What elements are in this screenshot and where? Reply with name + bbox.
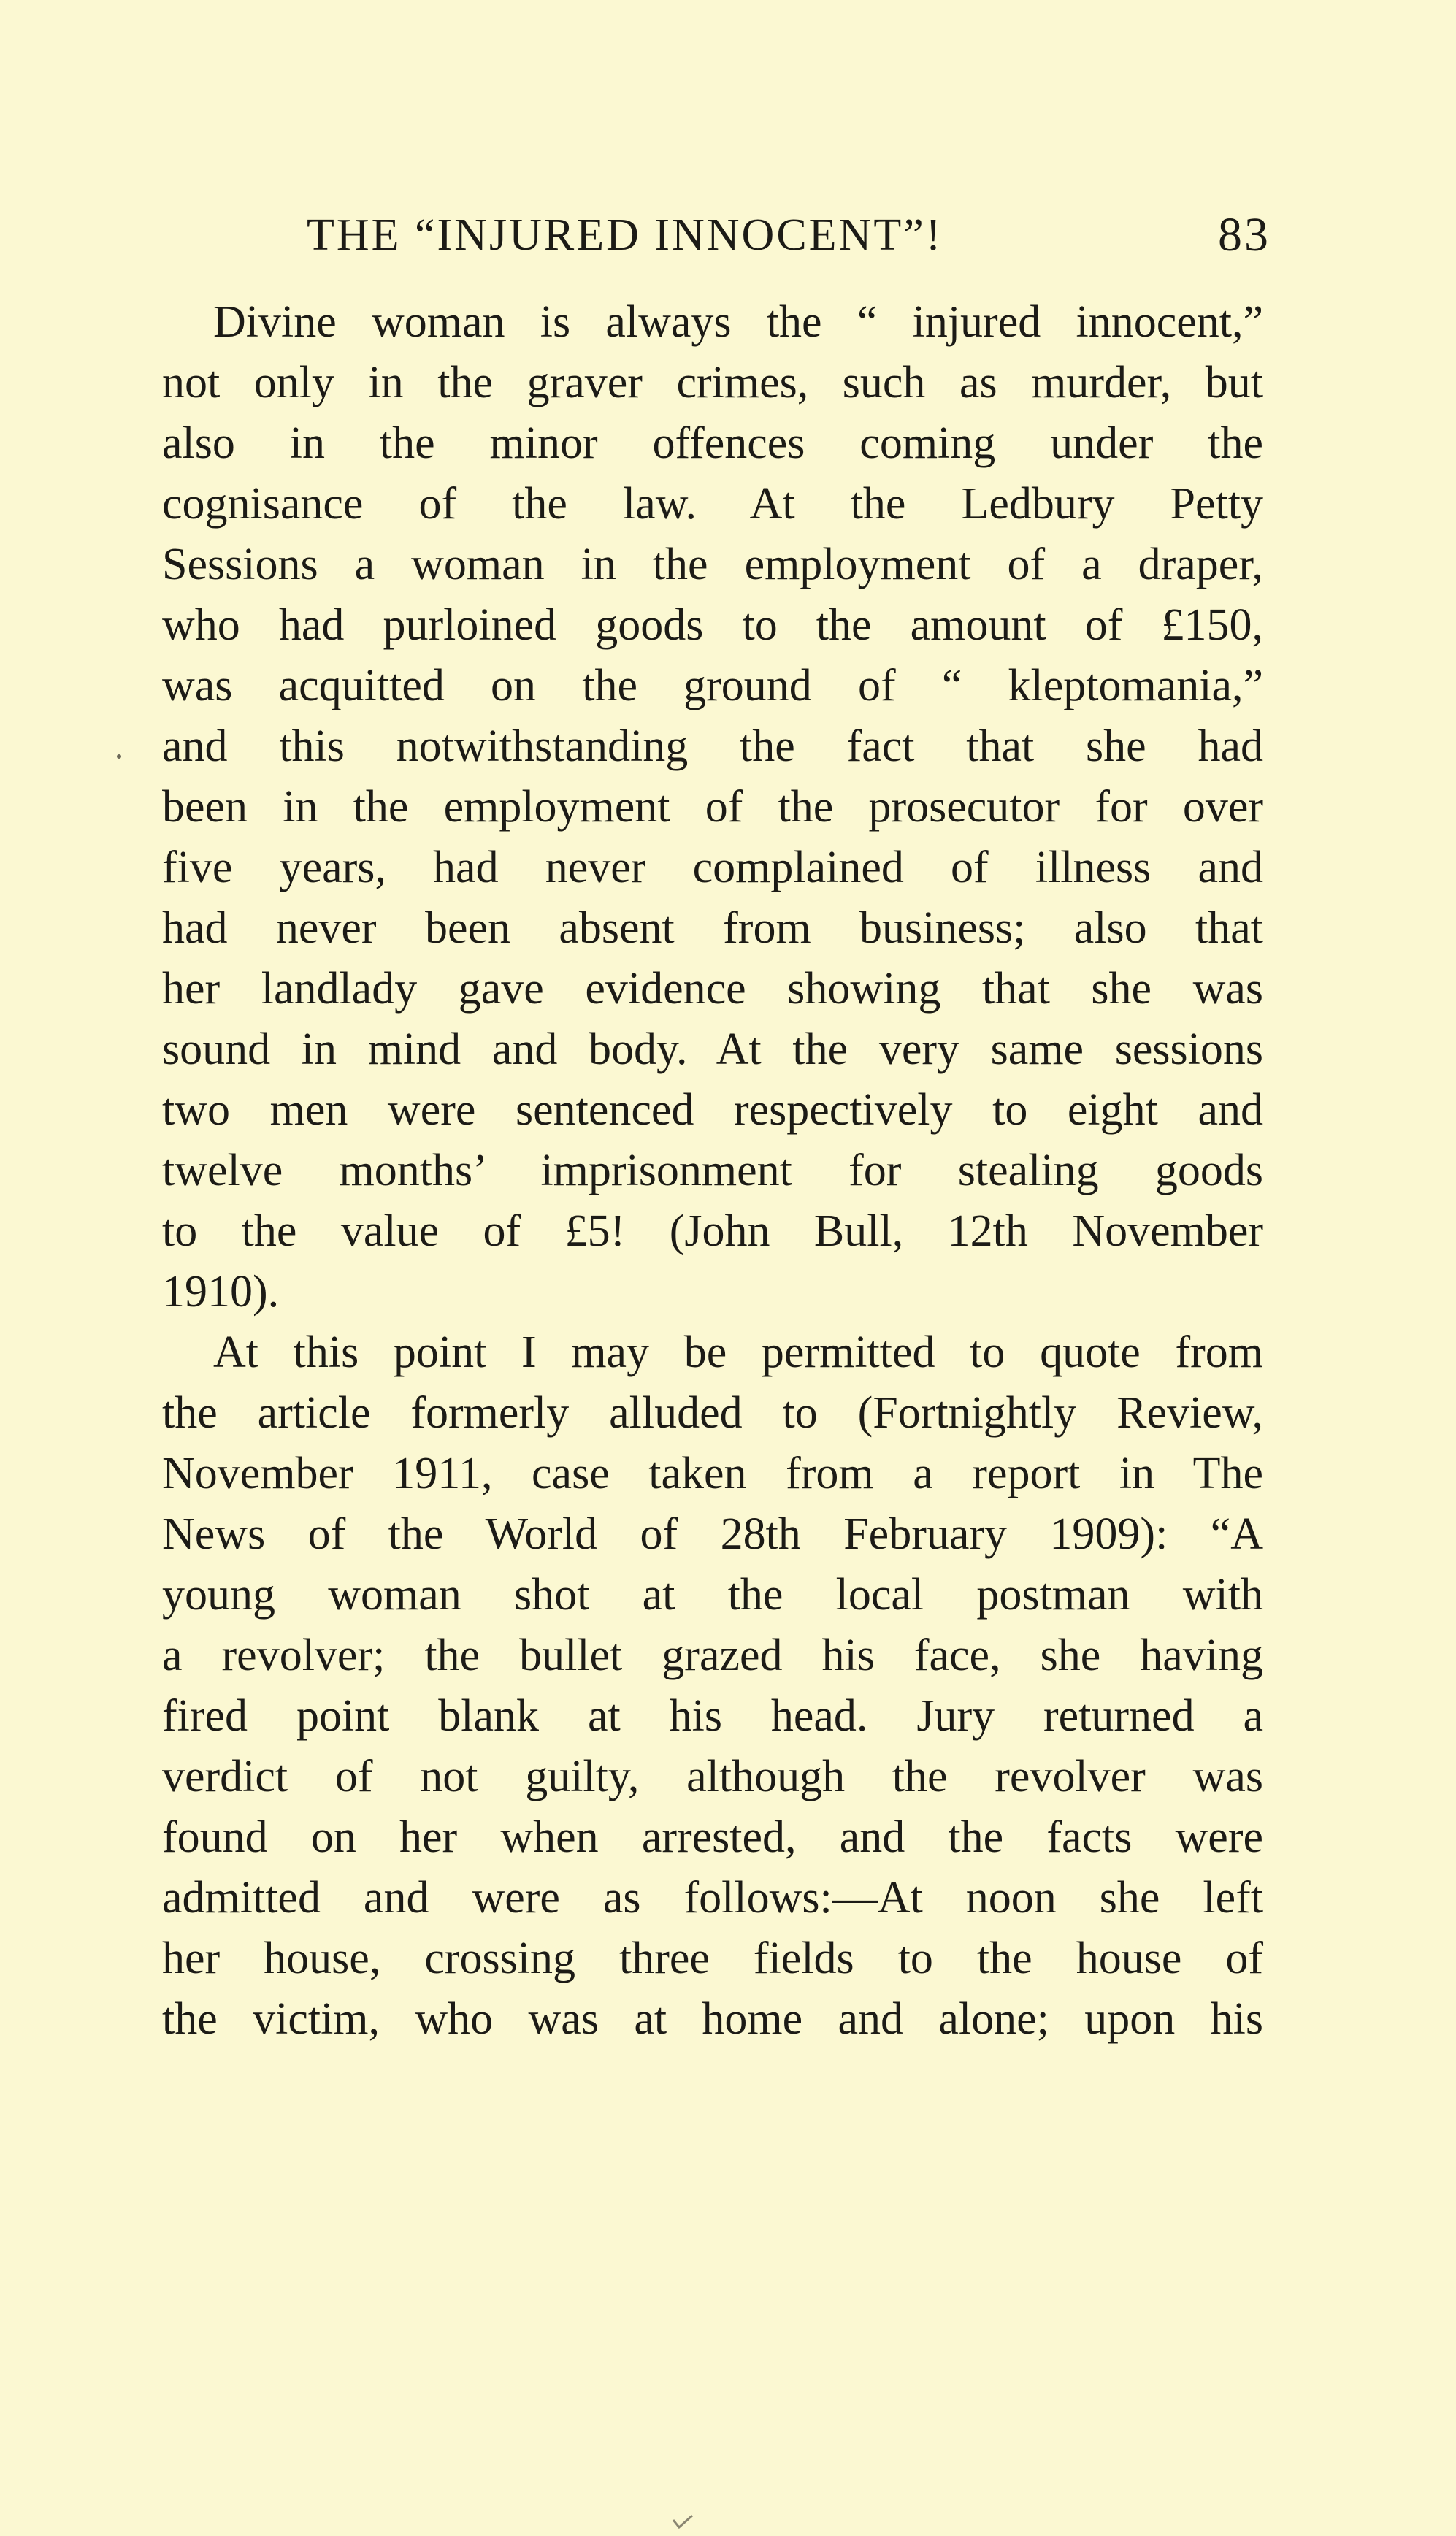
text-line: had never been absent from business; also that (162, 903, 1263, 953)
text-line: and this notwithstanding the fact that she had (162, 721, 1263, 771)
text-line: also in the minor offences coming under the (162, 418, 1263, 468)
running-head (307, 199, 1271, 272)
text-line: News of the World of 28th February 1909): “A (162, 1509, 1263, 1559)
text-line: to the value of £5! (John Bull, 12th November (162, 1206, 1263, 1256)
text-line: Divine woman is always the “ injured innocent,” (213, 297, 1263, 347)
text-line: fired point blank at his head. Jury returned a (162, 1691, 1263, 1741)
text-line: was acquitted on the ground of “ kleptomania,” (162, 661, 1263, 710)
text-line: At this point I may be permitted to quote from (213, 1328, 1263, 1377)
text-line: November 1911, case taken from a report in The (162, 1449, 1263, 1498)
text-line: cognisance of the law. At the Ledbury Petty (162, 479, 1263, 529)
text-line: admitted and were as follows:—At noon she left (162, 1873, 1263, 1923)
text-line: been in the employment of the prosecutor for over (162, 782, 1263, 832)
text-line: two men were sentenced respectively to eight and (162, 1085, 1263, 1135)
chapter-heading: THE “INJURED INNOCENT”! (307, 210, 943, 260)
text-line: not only in the graver crimes, such as murder, but (162, 358, 1263, 407)
text-line: found on her when arrested, and the facts were (162, 1812, 1263, 1862)
paragraph-1 (162, 292, 1263, 1322)
text-line: young woman shot at the local postman with (162, 1570, 1263, 1620)
text-line: her house, crossing three fields to the house of (162, 1934, 1263, 1983)
body-text (162, 292, 1263, 2050)
text-line: twelve months’ imprisonment for stealing goods (162, 1146, 1263, 1195)
text-line: a revolver; the bullet grazed his face, she having (162, 1631, 1263, 1680)
page-number: 83 (1218, 208, 1271, 261)
text-line: Sessions a woman in the employment of a draper, (162, 540, 1263, 589)
text-line: her landlady gave evidence showing that she was (162, 964, 1263, 1014)
text-line: who had purloined goods to the amount of £150, (162, 600, 1263, 650)
text-line: sound in mind and body. At the very same sessions (162, 1024, 1263, 1074)
text-line: the article formerly alluded to (Fortnightly Review, (162, 1388, 1263, 1438)
print-mark-icon (670, 2514, 695, 2530)
text-line: five years, had never complained of illness and (162, 843, 1263, 892)
paragraph-2 (162, 1322, 1263, 2050)
text-line: verdict of not guilty, although the revolver was (162, 1752, 1263, 1801)
margin-speck (117, 754, 121, 759)
text-line: the victim, who was at home and alone; upon his (162, 1994, 1263, 2044)
text-line: 1910). (162, 1267, 280, 1317)
